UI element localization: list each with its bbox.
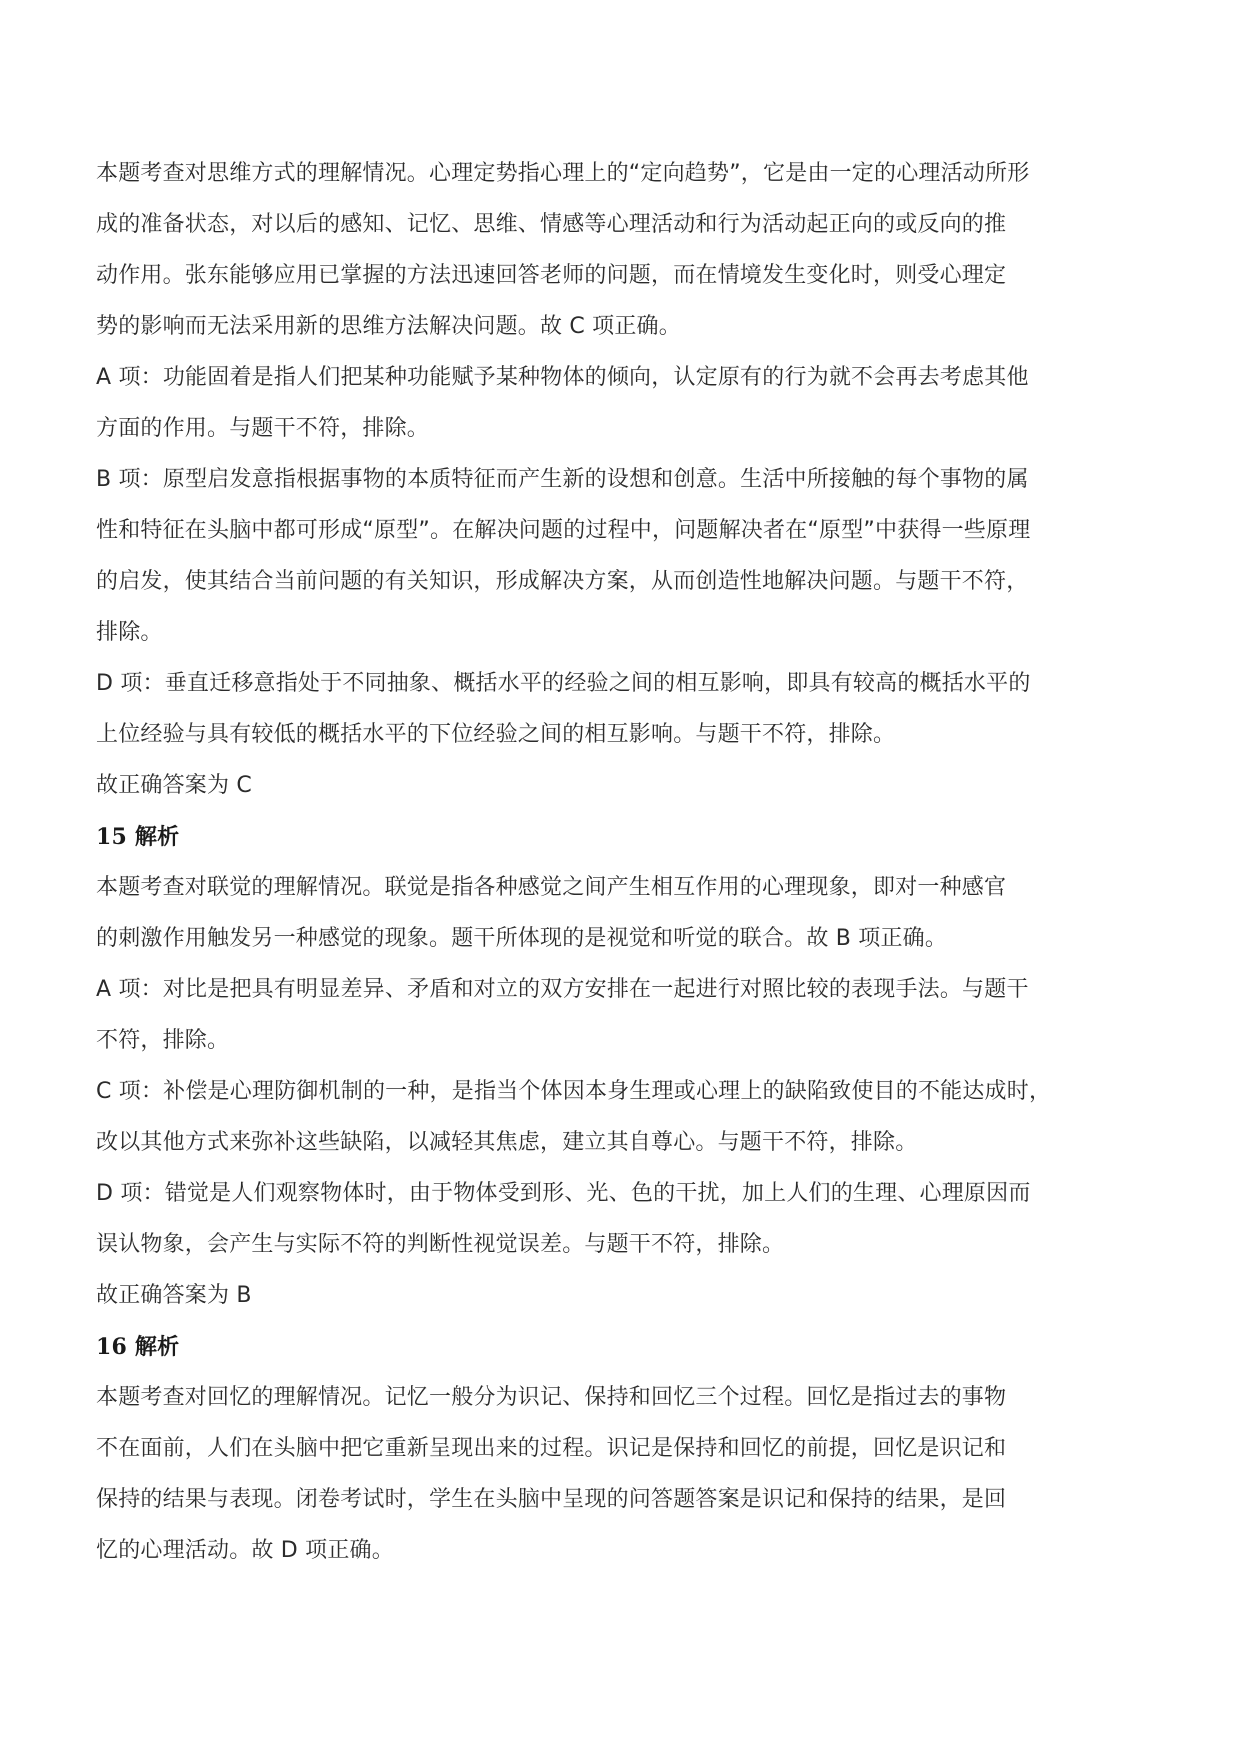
paragraph-line: 势的影响而无法采用新的思维方法解决问题。故 C 项正确。: [96, 314, 681, 339]
paragraph-line: 本题考查对思维方式的理解情况。心理定势指心理上的“定向趋势”，它是由一定的心理活动所形: [96, 161, 1030, 186]
option-b-line: B 项：原型启发意指根据事物的本质特征而产生新的设想和创意。生活中所接触的每个事物的属: [96, 467, 1029, 492]
paragraph-line: 不在面前，人们在头脑中把它重新呈现出来的过程。识记是保持和回忆的前提，回忆是识记和: [96, 1436, 1007, 1461]
paragraph-line: 本题考查对回忆的理解情况。记忆一般分为识记、保持和回忆三个过程。回忆是指过去的事物: [96, 1385, 1007, 1410]
paragraph-line: 上位经验与具有较低的概括水平的下位经验之间的相互影响。与题干不符，排除。: [96, 722, 896, 747]
paragraph-line: 方面的作用。与题干不符，排除。: [96, 416, 430, 441]
paragraph-line: 忆的心理活动。故 D 项正确。: [96, 1538, 394, 1563]
option-d-line: D 项：垂直迁移意指处于不同抽象、概括水平的经验之间的相互影响，即具有较高的概括水平的: [96, 671, 1031, 696]
paragraph-line: 误认物象，会产生与实际不符的判断性视觉误差。与题干不符，排除。: [96, 1232, 785, 1257]
option-a-line: A 项：功能固着是指人们把某种功能赋予某种物体的倾向，认定原有的行为就不会再去考虑其他: [96, 365, 1029, 390]
document-page: [96, 160, 1176, 1588]
paragraph-line: 性和特征在头脑中都可形成“原型”。在解决问题的过程中，问题解决者在“原型”中获得一些原理: [96, 518, 1031, 543]
paragraph-line: 保持的结果与表现。闭卷考试时，学生在头脑中呈现的问答题答案是识记和保持的结果，是回: [96, 1487, 1007, 1512]
paragraph-line: 改以其他方式来弥补这些缺陷，以减轻其焦虑，建立其自尊心。与题干不符，排除。: [96, 1130, 918, 1155]
answer-line: 故正确答案为 C: [96, 773, 252, 798]
section-heading-16: 16 解析: [96, 1334, 180, 1360]
answer-line: 故正确答案为 B: [96, 1283, 252, 1308]
paragraph-line: 的启发，使其结合当前问题的有关知识，形成解决方案，从而创造性地解决问题。与题干不符，: [96, 569, 1029, 594]
paragraph-line: 本题考查对联觉的理解情况。联觉是指各种感觉之间产生相互作用的心理现象，即对一种感官: [96, 875, 1007, 900]
paragraph-line: 的刺激作用触发另一种感觉的现象。题干所体现的是视觉和听觉的联合。故 B 项正确。: [96, 926, 948, 951]
option-c-line: C 项：补偿是心理防御机制的一种，是指当个体因本身生理或心理上的缺陷致使目的不能达成时，: [96, 1079, 1052, 1104]
paragraph-line: 不符，排除。: [96, 1028, 230, 1053]
section-heading-15: 15 解析: [96, 824, 180, 850]
paragraph-line: 成的准备状态，对以后的感知、记忆、思维、情感等心理活动和行为活动起正向的或反向的推: [96, 212, 1007, 237]
option-d-line: D 项：错觉是人们观察物体时，由于物体受到形、光、色的干扰，加上人们的生理、心理原因而: [96, 1181, 1031, 1206]
paragraph-line: 排除。: [96, 620, 163, 645]
option-a-line: A 项：对比是把具有明显差异、矛盾和对立的双方安排在一起进行对照比较的表现手法。与题干: [96, 977, 1029, 1002]
paragraph-line: 动作用。张东能够应用已掌握的方法迅速回答老师的问题，而在情境发生变化时，则受心理定: [96, 263, 1007, 288]
